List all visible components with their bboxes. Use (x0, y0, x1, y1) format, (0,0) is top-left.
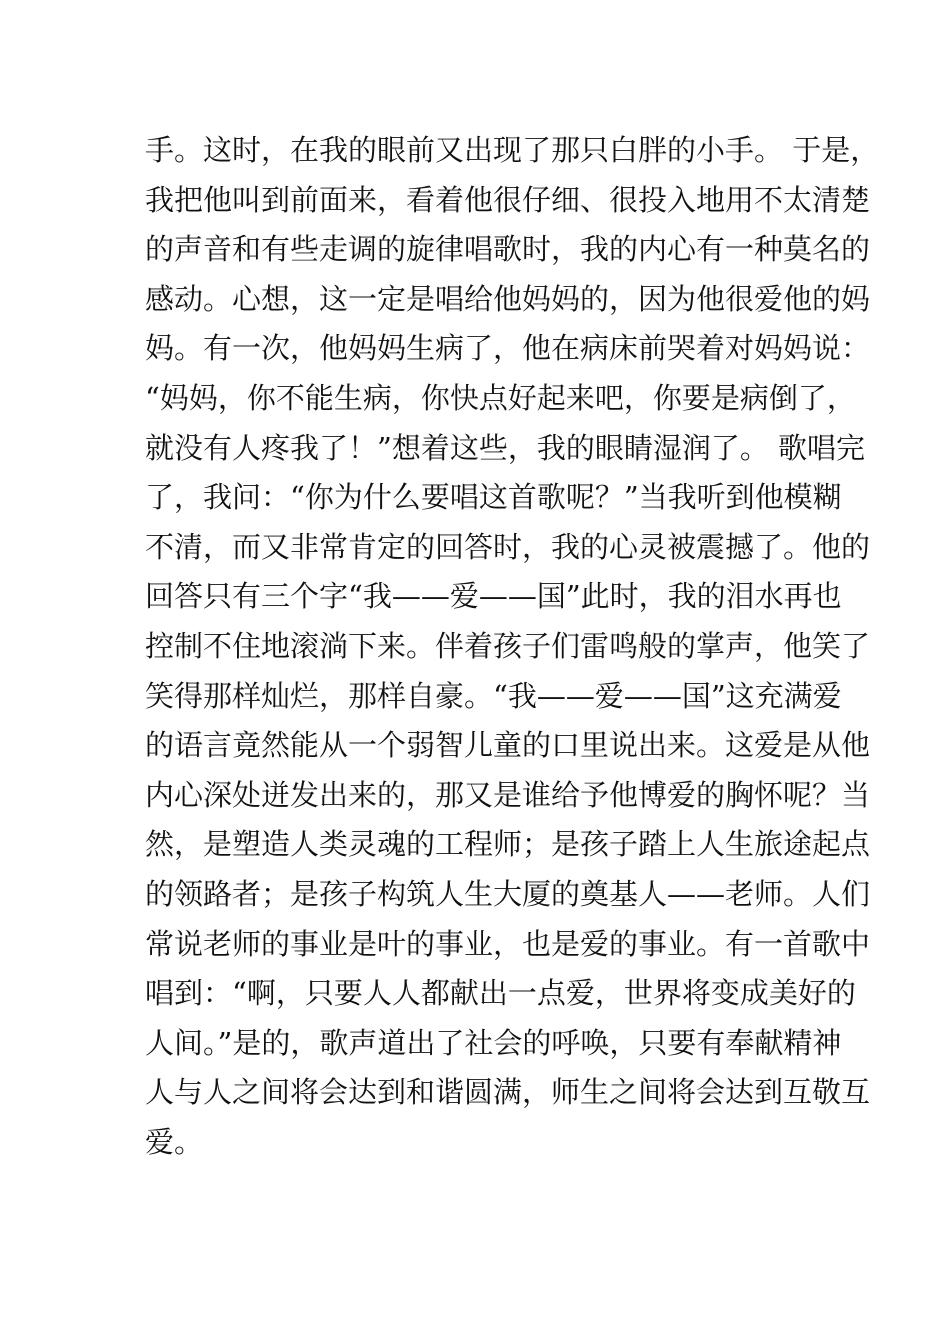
text-line: 人间。”是的，歌声道出了社会的呼唤，只要有奉献精神 (145, 1025, 842, 1060)
text-line: 爱。 (145, 1124, 204, 1159)
text-line: 控制不住地滚淌下来。伴着孩子们雷鸣般的掌声，他笑了 (145, 628, 871, 663)
text-line: 感动。心想，这一定是唱给他妈妈的，因为他很爱他的妈 (145, 281, 871, 316)
text-line: “妈妈，你不能生病，你快点好起来吧，你要是病倒了， (145, 380, 856, 415)
text-line: 的语言竟然能从一个弱智儿童的口里说出来。这爱是从他 (145, 728, 871, 763)
text-line: 然，是塑造人类灵魂的工程师；是孩子踏上人生旅途起点 (145, 827, 871, 862)
text-line: 唱到：“啊，只要人人都献出一点爱，世界将变成美好的 (145, 976, 856, 1011)
text-line: 妈。有一次，他妈妈生病了，他在病床前哭着对妈妈说： (145, 331, 871, 366)
text-line: 内心深处迸发出来的，那又是谁给予他博爱的胸怀呢？当 (145, 777, 871, 812)
text-line: 我把他叫到前面来，看着他很仔细、很投入地用不太清楚 (145, 182, 871, 217)
text-line: 常说老师的事业是叶的事业，也是爱的事业。有一首歌中 (145, 926, 871, 961)
text-line: 的声音和有些走调的旋律唱歌时，我的内心有一种莫名的 (145, 232, 871, 267)
text-line: 的领路者；是孩子构筑人生大厦的奠基人——老师。人们 (145, 876, 871, 911)
text-line: 了，我问：“你为什么要唱这首歌呢？”当我听到他模糊 (145, 480, 842, 515)
text-line: 不清，而又非常肯定的回答时，我的心灵被震撼了。他的 (145, 529, 871, 564)
text-line: 就没有人疼我了！”想着这些，我的眼睛湿润了。 歌唱完 (145, 430, 866, 465)
text-line: 手。这时，在我的眼前又出现了那只白胖的小手。 于是， (145, 133, 880, 167)
text-line: 回答只有三个字“我——爱——国”此时，我的泪水再也 (145, 579, 842, 614)
text-line: 笑得那样灿烂，那样自豪。“我——爱——国”这充满爱 (145, 678, 842, 713)
document-body (145, 128, 880, 1169)
text-line: 人与人之间将会达到和谐圆满，师生之间将会达到互敬互 (145, 1075, 871, 1110)
